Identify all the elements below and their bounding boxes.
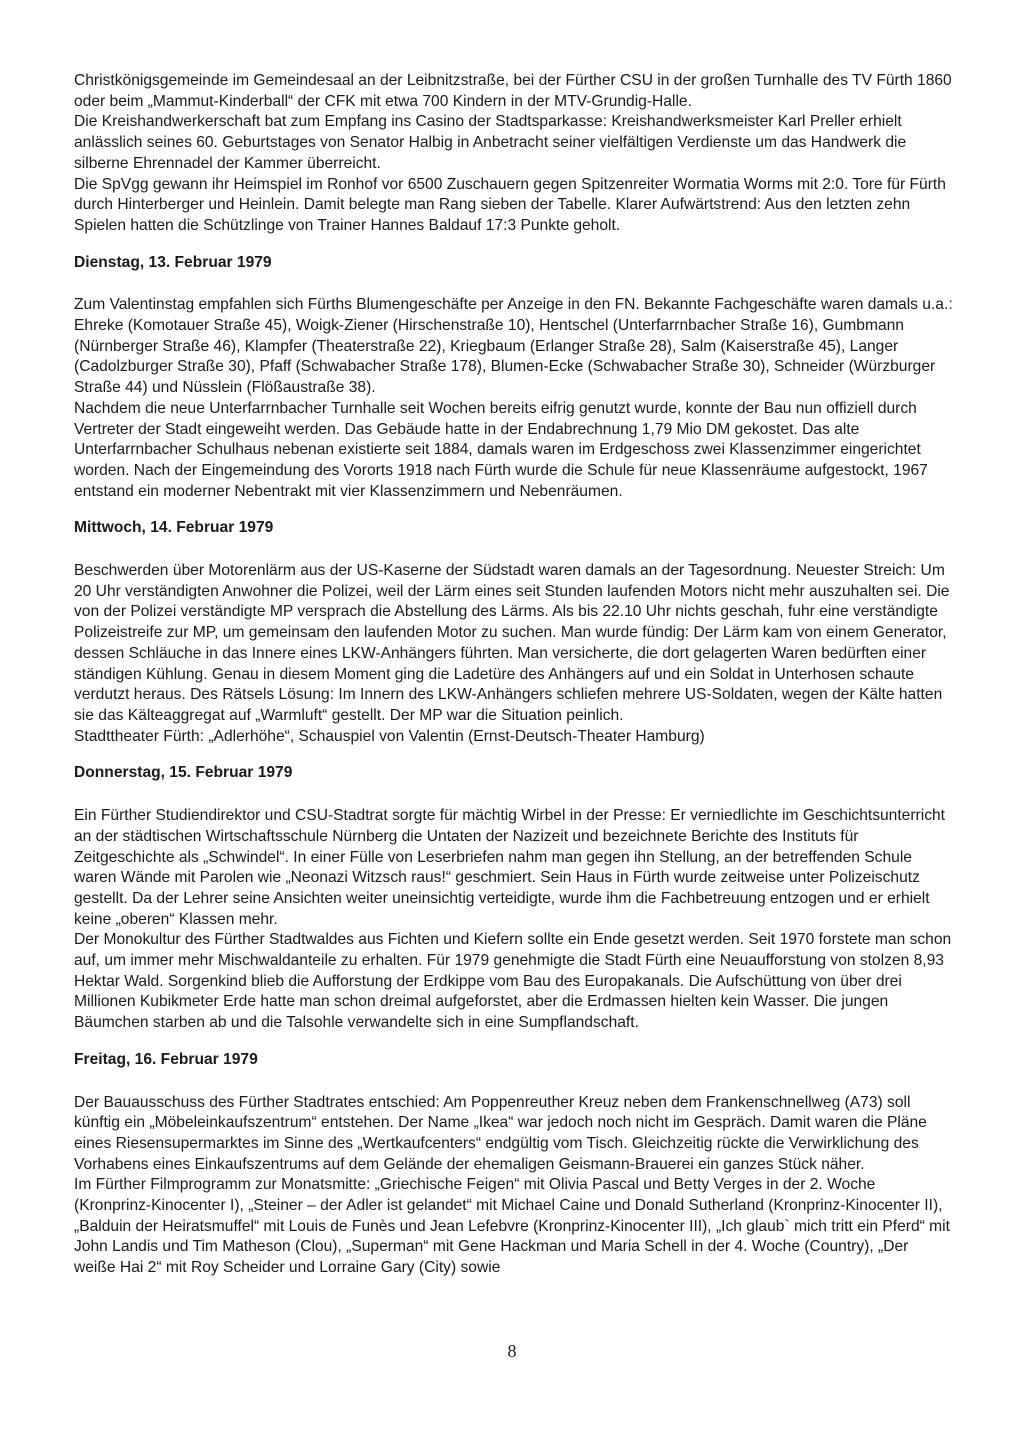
body-paragraph: Der Monokultur des Fürther Stadtwaldes aus Fichten und Kiefern sollte ein Ende gesetzt werden. Seit 1970 forstete man schon auf, um immer mehr Mischwaldanteile zu erhalten. Für 1979 genehmigte die Stadt Fürth eine Neuaufforstung von stolzen 8,93 Hektar Wald. Sorgenkind blieb die Aufforstung der Erdkippe vom Bau des Europakanals. Die Aufschüttung von über drei Millionen Kubikmeter Erde hatte man schon dreimal aufgeforstet, aber die Erdmassen hielten kein Wasser. Die jungen Bäumchen starben ab und die Talsohle verwandelte sich in eine Sumpflandschaft. xyxy=(74,931,952,1032)
intro-paragraph: Christkönigsgemeinde im Gemeindesaal an der Leibnitzstraße, bei der Fürther CSU in der großen Turnhalle des TV Fürth 1860 oder beim „Mammut-Kinderball“ der CFK mit etwa 700 Kindern in der MTV-Grundig-Halle. xyxy=(74,72,952,110)
page-number: 8 xyxy=(507,1341,517,1361)
body-paragraph: Der Bauausschuss des Fürther Stadtrates entschied: Am Poppenreuther Kreuz neben dem Frankenschnellweg (A73) soll künftig ein „Möbeleinkaufszentrum“ entstehen. Der Name „Ikea“ war jedoch noch nicht im Gespräch. Damit waren die Pläne eines Riesensupermarktes im Sinne des „Wertkaufcenters“ endgültig vom Tisch. Gleichzeitig rückte die Verwirklichung des Vorhabens eines Einkaufszentrums auf dem Gelände der ehemaligen Geismann-Brauerei ein ganzes Stück näher. xyxy=(74,1093,927,1173)
intro-paragraph: Die Kreishandwerkerschaft bat zum Empfang ins Casino der Stadtsparkasse: Kreishandwerksmeister Karl Preller erhielt anlässlich seines 60. Geburtstages von Senator Halbig in Anbetracht seiner vielfältigen Verdienste um das Handwerk die silberne Ehrennadel der Kammer überreicht. xyxy=(74,113,907,172)
body-paragraph: Beschwerden über Motorenlärm aus der US-Kaserne der Südstadt waren damals an der Tagesordnung. Neuester Streich: Um 20 Uhr verständigten Anwohner die Polizei, weil der Lärm eines seit Stunden laufenden Motors nicht mehr auszuhalten sei. Die von der Polizei verständigte MP versprach die Abstellung des Lärms. Als bis 22.10 Uhr nichts geschah, fuhr eine verständigte Polizeistreife zur MP, um gemeinsam den laufenden Motor zu suchen. Man wurde fündig: Der Lärm kam von einem Generator, dessen Schläuche in das Innere eines LKW-Anhängers führten. Man versicherte, die dort gelagerten Waren bedürften einer ständigen Kühlung. Genau in diesem Moment ging die Ladetüre des Anhängers auf und ein Soldat in Unterhosen schaute verdutzt heraus. Des Rätsels Lösung: Im Innern des LKW-Anhängers schliefen mehrere US-Soldaten, wegen der Kälte hatten sie das Kälteaggregat auf „Warmluft“ gestellt. Der MP war die Situation peinlich. xyxy=(74,562,950,724)
body-paragraph: Ein Fürther Studiendirektor und CSU-Stadtrat sorgte für mächtig Wirbel in der Presse: Er verniedlichte im Geschichtsunterricht an der städtischen Wirtschaftsschule Nürnberg die Untaten der Nazizeit und bezeichnete Berichte des Instituts für Zeitgeschichte als „Schwindel“. In einer Fülle von Leserbriefen nahm man gegen ihn Stellung, an der betreffenden Schule waren Wände mit Parolen wie „Neonazi Witzsch raus!“ geschmiert. Sein Haus in Fürth wurde zeitweise unter Polizeischutz gestellt. Da der Lehrer seine Ansichten weiter uneinsichtig verteidigte, wurde ihm die Fachbetreuung entzogen und er erhielt keine „oberen“ Klassen mehr. xyxy=(74,807,946,928)
day-heading: Freitag, 16. Februar 1979 xyxy=(74,1050,258,1068)
day-heading: Dienstag, 13. Februar 1979 xyxy=(74,253,272,271)
body-paragraph: Im Fürther Filmprogramm zur Monatsmitte: „Griechische Feigen“ mit Olivia Pascal und Betty Verges in der 2. Woche (Kronprinz-Kinocenter I), „Steiner – der Adler ist gelandet“ mit Michael Caine und Donald Sutherland (Kronprinz-Kinocenter II), „Balduin der Heiratsmuffel“ mit Louis de Funès und Jean Lefebvre (Kronprinz-Kinocenter III), „Ich glaub` mich tritt ein Pferd“ mit John Landis und Tim Matheson (Clou), „Superman“ mit Gene Hackman und Maria Schell in der 4. Woche (Country), „Der weiße Hai 2“ mit Roy Scheider und Lorraine Gary (City) sowie xyxy=(74,1176,950,1277)
body-paragraph: Nachdem die neue Unterfarrnbacher Turnhalle seit Wochen bereits eifrig genutzt wurde, konnte der Bau nun offiziell durch Vertreter der Stadt eingeweiht werden. Das Gebäude hatte in der Endabrechnung 1,79 Mio DM gekostet. Das alte Unterfarrnbacher Schulhaus nebenan existierte seit 1884, damals waren im Erdgeschoss zwei Klassenzimmer eingerichtet worden. Nach der Eingemeindung des Vororts 1918 nach Fürth wurde die Schule für neue Klassenräume aufgestockt, 1967 entstand ein moderner Nebentrakt mit vier Klassenzimmern und Nebenräumen. xyxy=(74,399,928,500)
document-page xyxy=(74,71,954,1279)
day-heading: Mittwoch, 14. Februar 1979 xyxy=(74,519,274,537)
day-heading: Donnerstag, 15. Februar 1979 xyxy=(74,764,293,782)
intro-paragraph: Die SpVgg gewann ihr Heimspiel im Ronhof vor 6500 Zuschauern gegen Spitzenreiter Wormatia Worms mit 2:0. Tore für Fürth durch Hinterberger und Heinlein. Damit belegte man Rang sieben der Tabelle. Klarer Aufwärtstrend: Aus den letzten zehn Spielen hatten die Schützlinge von Trainer Hannes Baldauf 17:3 Punkte geholt. xyxy=(74,175,946,234)
body-paragraph: Zum Valentinstag empfahlen sich Fürths Blumengeschäfte per Anzeige in den FN. Bekannte Fachgeschäfte waren damals u.a.: Ehreke (Komotauer Straße 45), Woigk-Ziener (Hirschenstraße 10), Hentschel (Unterfarrnbacher Straße 16), Gumbmann (Nürnberger Straße 46), Klampfer (Theaterstraße 22), Kriegbaum (Erlanger Straße 28), Salm (Kaiserstraße 45), Langer (Cadolzburger Straße 30), Pfaff (Schwabacher Straße 178), Blumen-Ecke (Schwabacher Straße 30), Schneider (Würzburger Straße 44) und Nüsslein (Flößaustraße 38). xyxy=(74,296,953,397)
body-paragraph: Stadttheater Fürth: „Adlerhöhe“, Schauspiel von Valentin (Ernst-Deutsch-Theater Hamburg) xyxy=(74,727,705,745)
